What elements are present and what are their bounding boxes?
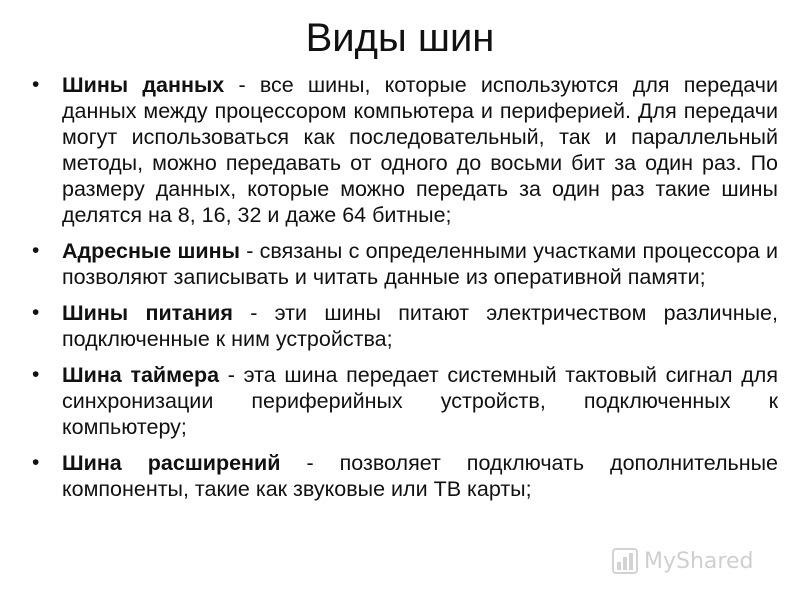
list-item	[32, 238, 778, 290]
bullet-term: Шина расширений	[62, 451, 281, 475]
bullet-text: - связаны с определенными участками процессора и позволяют записывать и читать данные из оперативной памяти;	[62, 239, 779, 289]
bullet-term: Шина таймера	[62, 363, 220, 387]
bullet-list	[32, 72, 778, 512]
bullet-text: - эти шины питают электричеством различные, подключенные к ним устройства;	[62, 301, 778, 351]
list-item	[32, 450, 778, 502]
bullet-text: - позволяет подключать дополнительные компоненты, такие как звуковые или ТВ карты;	[62, 451, 778, 501]
list-item	[32, 72, 778, 228]
list-item	[32, 300, 778, 352]
slide-title: Виды шин	[305, 16, 495, 60]
list-item	[32, 362, 778, 440]
watermark-text: MyShared	[644, 548, 754, 574]
watermark	[612, 546, 753, 576]
bullet-text: - все шины, которые используются для передачи данных между процессором компьютера и периферией. Для передачи могут использоваться как последовательный, так и параллельный методы, можно передавать от одного до восьми бит за один раз. По размеру данных, которые можно передать за один раз такие шины делятся на 8, 16, 32 и даже 64 битные;	[62, 73, 778, 227]
bullet-mark: •	[32, 363, 40, 386]
bullet-term: Шины данных	[62, 73, 225, 97]
bullet-term: Адресные шины	[62, 239, 240, 263]
bullet-mark: •	[32, 73, 40, 96]
bullet-mark: •	[32, 239, 40, 262]
bullet-text: - эта шина передает системный тактовый сигнал для синхронизации периферийных устройств, подключенных к компьютеру;	[62, 363, 778, 439]
bullet-mark: •	[32, 301, 40, 324]
bullet-term: Шины питания	[62, 301, 233, 325]
bar-chart-logo-icon	[612, 548, 638, 574]
bullet-mark: •	[32, 451, 40, 474]
